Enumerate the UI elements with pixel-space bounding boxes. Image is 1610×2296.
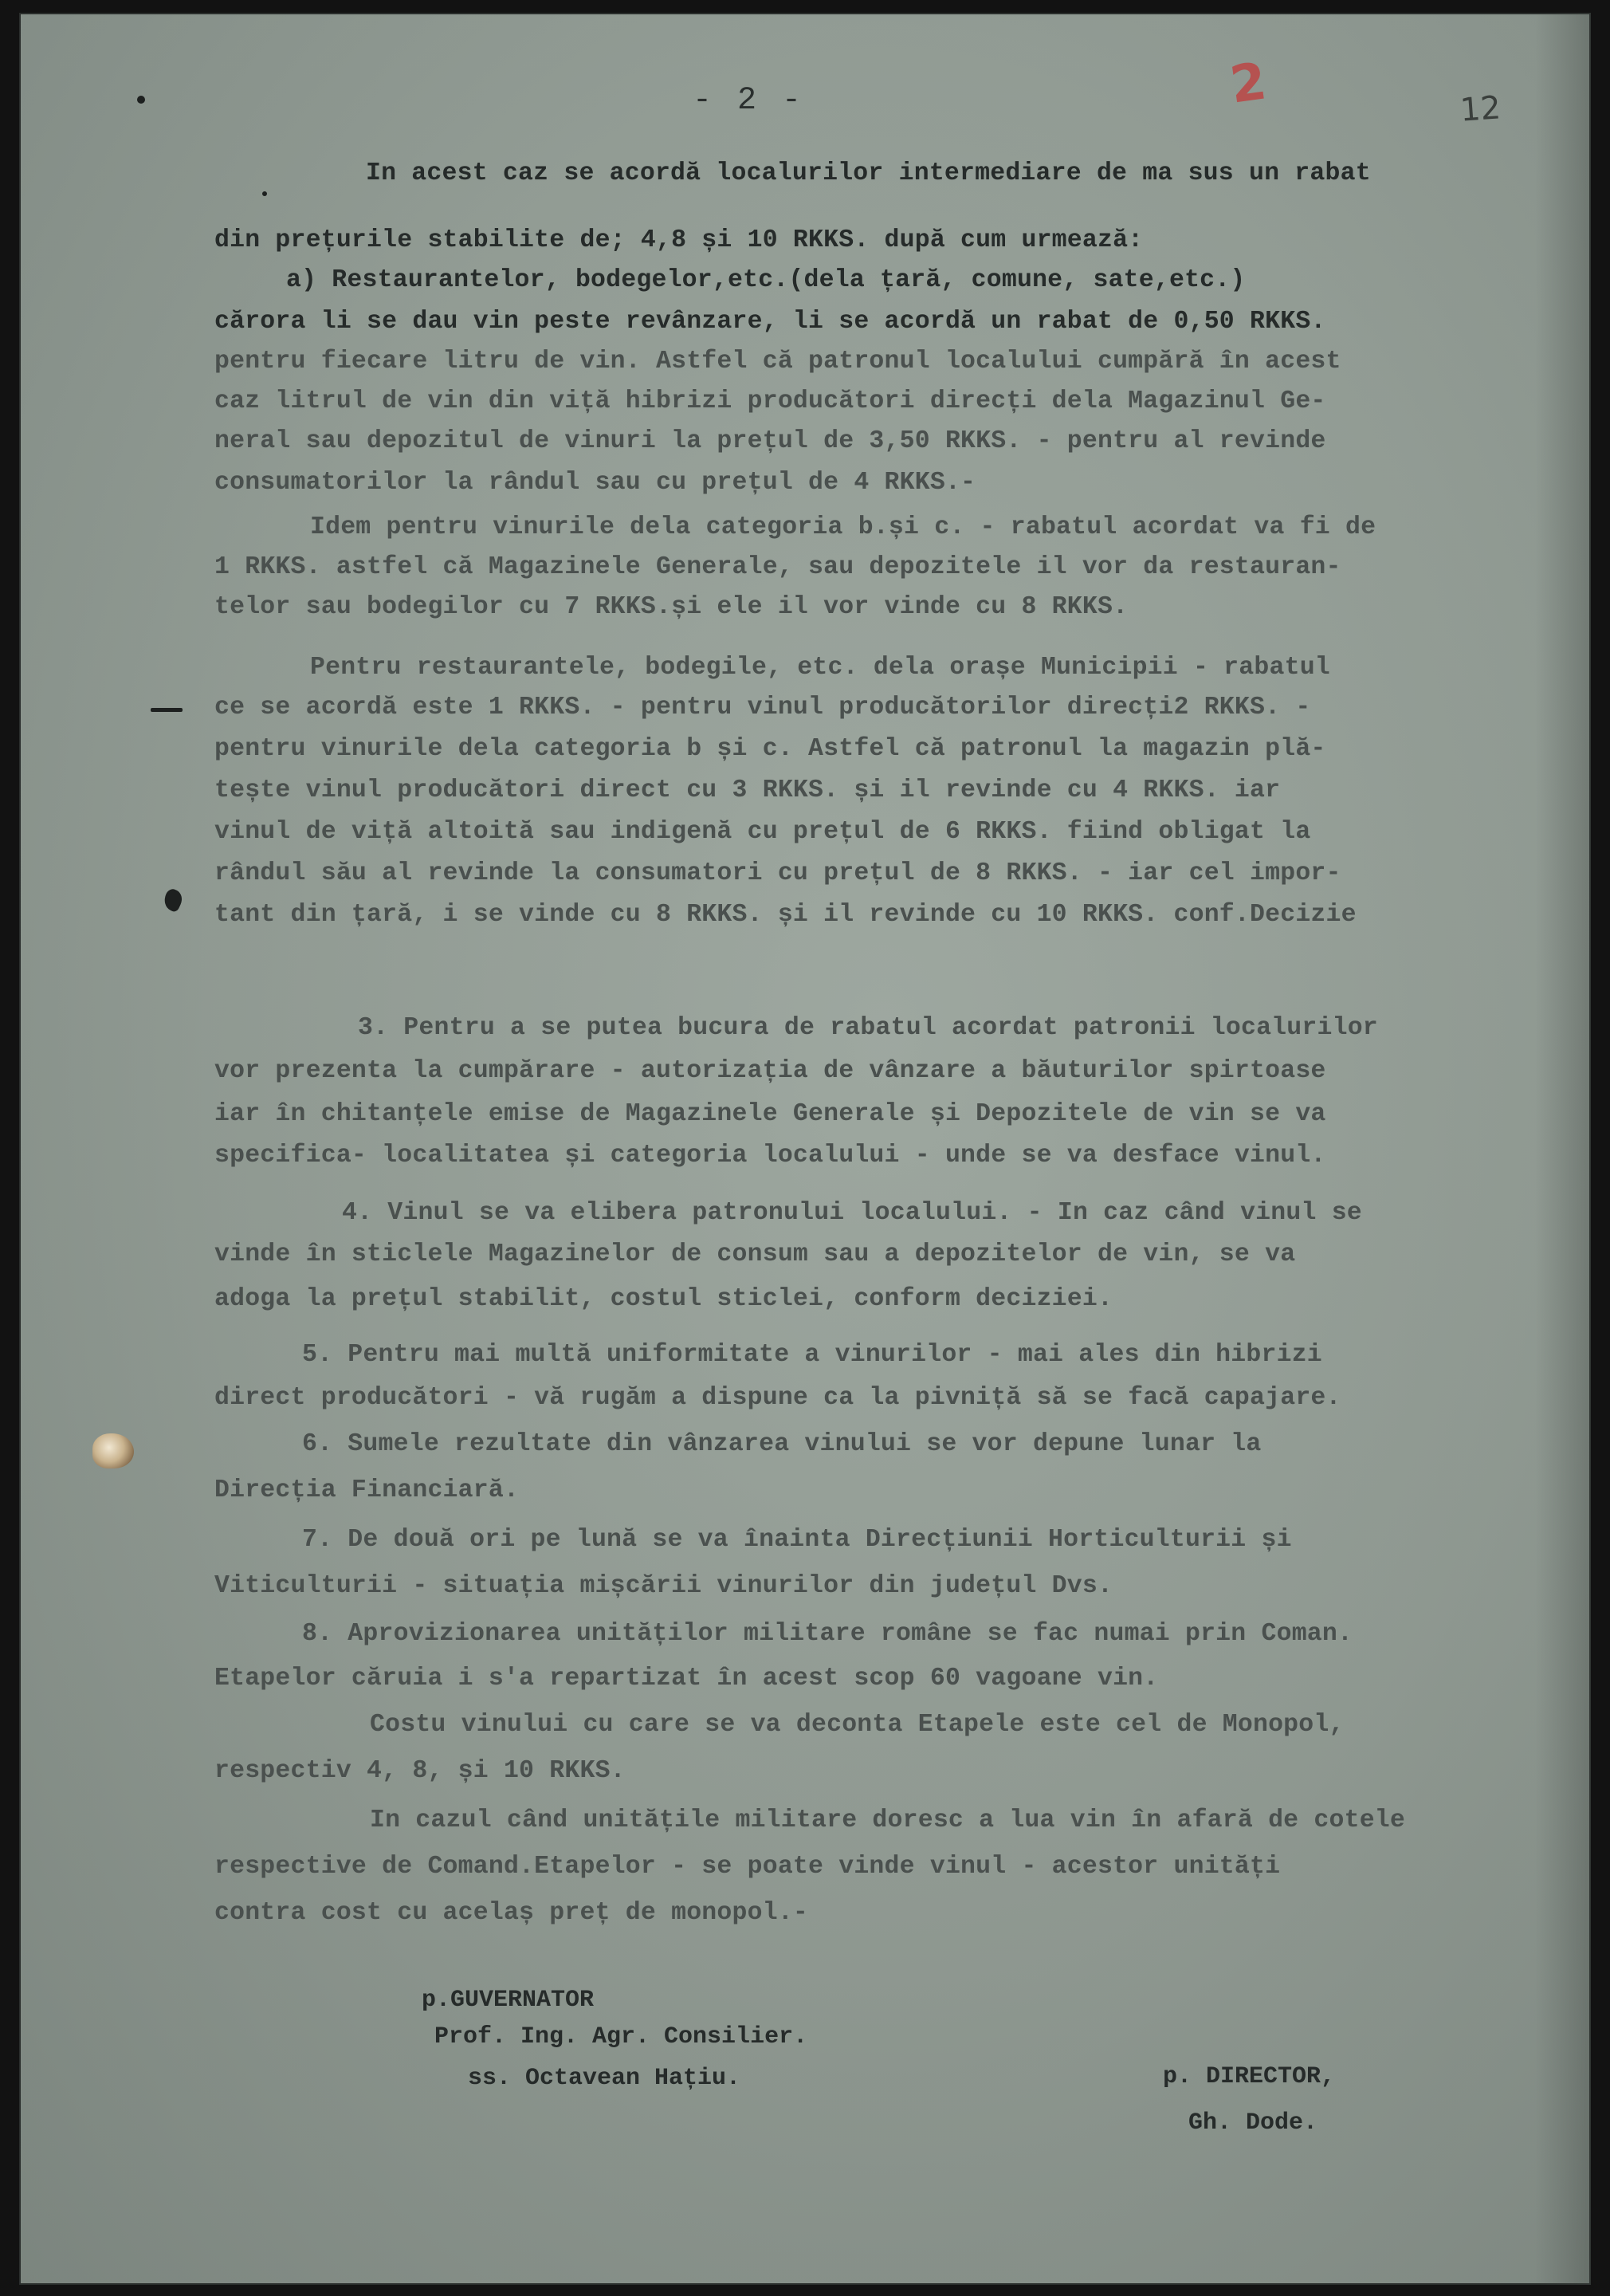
- text-line: neral sau depozitul de vinuri la prețul de 3,50 RKKS. - pentru al revinde: [214, 427, 1326, 455]
- text-line: tant din țară, i se vinde cu 8 RKKS. și il revinde cu 10 RKKS. conf.Decizie: [214, 901, 1357, 929]
- page-edge-shadow: [1535, 13, 1591, 2285]
- text-line: rândul său al revinde la consumatori cu prețul de 8 RKKS. - iar cel impor-: [214, 859, 1341, 887]
- text-line: consumatorilor la rândul sau cu prețul de 4 RKKS.-: [214, 469, 976, 497]
- text-line: 7. De două ori pe lună se va înainta Direcțiunii Horticulturii și: [302, 1526, 1292, 1554]
- text-line: pentru vinurile dela categoria b și c. Astfel că patronul la magazin plă-: [214, 735, 1326, 763]
- paper-stain: [92, 1433, 134, 1468]
- signature-role: Prof. Ing. Agr. Consilier.: [434, 2023, 808, 2050]
- text-line: ce se acordă este 1 RKKS. - pentru vinul producătorilor direcți2 RKKS. -: [214, 694, 1311, 721]
- text-line: 4. Vinul se va elibera patronului localului. - In caz când vinul se: [342, 1199, 1362, 1227]
- text-line: In cazul când unitățile militare doresc a lua vin în afară de cotele: [370, 1807, 1406, 1834]
- text-line: pentru fiecare litru de vin. Astfel că patronul localului cumpără în acest: [214, 348, 1341, 375]
- signature-title: p. DIRECTOR,: [1163, 2063, 1336, 2090]
- text-line: Idem pentru vinurile dela categoria b.și c. - rabatul acordat va fi de: [310, 513, 1376, 541]
- text-line: respectiv 4, 8, și 10 RKKS.: [214, 1757, 626, 1785]
- text-line: 8. Aprovizionarea unităților militare române se fac numai prin Coman.: [302, 1620, 1353, 1648]
- text-line: Etapelor căruia i s'a repartizat în acest scop 60 vagoane vin.: [214, 1665, 1159, 1693]
- text-line: direct producători - vă rugăm a dispune ca la pivniță să se facă capajare.: [214, 1384, 1341, 1412]
- text-line: Direcția Financiară.: [214, 1476, 520, 1504]
- text-line: contra cost cu acelaș preț de monopol.-: [214, 1899, 809, 1927]
- text-line: 1 RKKS. astfel că Magazinele Generale, sau depozitele il vor da restauran-: [214, 553, 1341, 581]
- text-line: vor prezenta la cumpărare - autorizația de vânzare a băuturilor spirtoase: [214, 1057, 1326, 1085]
- margin-mark: [151, 708, 183, 712]
- text-line: tește vinul producători direct cu 3 RKKS. și il revinde cu 4 RKKS. iar: [214, 776, 1281, 804]
- text-line: Costu vinului cu care se va deconta Etapele este cel de Monopol,: [370, 1711, 1345, 1739]
- signature-title: p.GUVERNATOR: [422, 1987, 595, 2014]
- pencil-page-mark: 2: [1227, 52, 1270, 116]
- text-line: Viticulturii - situația mișcării vinurilor din județul Dvs.: [214, 1572, 1113, 1600]
- punch-hole-dot: [137, 96, 145, 104]
- text-line: cărora li se dau vin peste revânzare, li se acordă un rabat de 0,50 RKKS.: [214, 308, 1326, 336]
- text-line: a) Restaurantelor, bodegelor,etc.(dela țară, comune, sate,etc.): [286, 266, 1246, 294]
- text-line: vinde în sticlele Magazinelor de consum sau a depozitelor de vin, se va: [214, 1240, 1296, 1268]
- text-line: specifica- localitatea și categoria localului - unde se va desface vinul.: [214, 1142, 1326, 1170]
- signature-block-governor: [422, 1982, 808, 2092]
- margin-mark: [161, 887, 186, 914]
- text-line: telor sau bodegilor cu 7 RKKS.și ele il vor vinde cu 8 RKKS.: [214, 593, 1129, 621]
- document-page: [19, 13, 1591, 2285]
- signature-name: ss. Octavean Hațiu.: [468, 2065, 741, 2092]
- text-line: din prețurile stabilite de; 4,8 și 10 RKKS. după cum urmează:: [214, 226, 1144, 254]
- signature-block-director: [1163, 2054, 1335, 2146]
- text-line: Pentru restaurantele, bodegile, etc. dela orașe Municipii - rabatul: [310, 654, 1330, 682]
- text-line: 6. Sumele rezultate din vânzarea vinului se vor depune lunar la: [302, 1430, 1262, 1458]
- text-line: adoga la prețul stabilit, costul sticlei, conform deciziei.: [214, 1285, 1113, 1313]
- folio-number: 12: [1459, 89, 1502, 129]
- margin-mark: [262, 191, 267, 196]
- text-line: 3. Pentru a se putea bucura de rabatul acordat patronii localurilor: [358, 1014, 1378, 1042]
- text-line: 5. Pentru mai multă uniformitate a vinurilor - mai ales din hibrizi: [302, 1341, 1322, 1369]
- text-line: vinul de viță altoită sau indigenă cu prețul de 6 RKKS. fiind obligat la: [214, 818, 1311, 846]
- text-line: In acest caz se acordă localurilor intermediare de ma sus un rabat: [366, 159, 1371, 187]
- text-line: respective de Comand.Etapelor - se poate vinde vinul - acestor unități: [214, 1853, 1281, 1881]
- signature-name: Gh. Dode.: [1188, 2109, 1318, 2137]
- page-number: - 2 -: [693, 83, 805, 119]
- text-line: caz litrul de vin din viță hibrizi producători direcți dela Magazinul Ge-: [214, 387, 1326, 415]
- text-line: iar în chitanțele emise de Magazinele Generale și Depozitele de vin se va: [214, 1100, 1326, 1128]
